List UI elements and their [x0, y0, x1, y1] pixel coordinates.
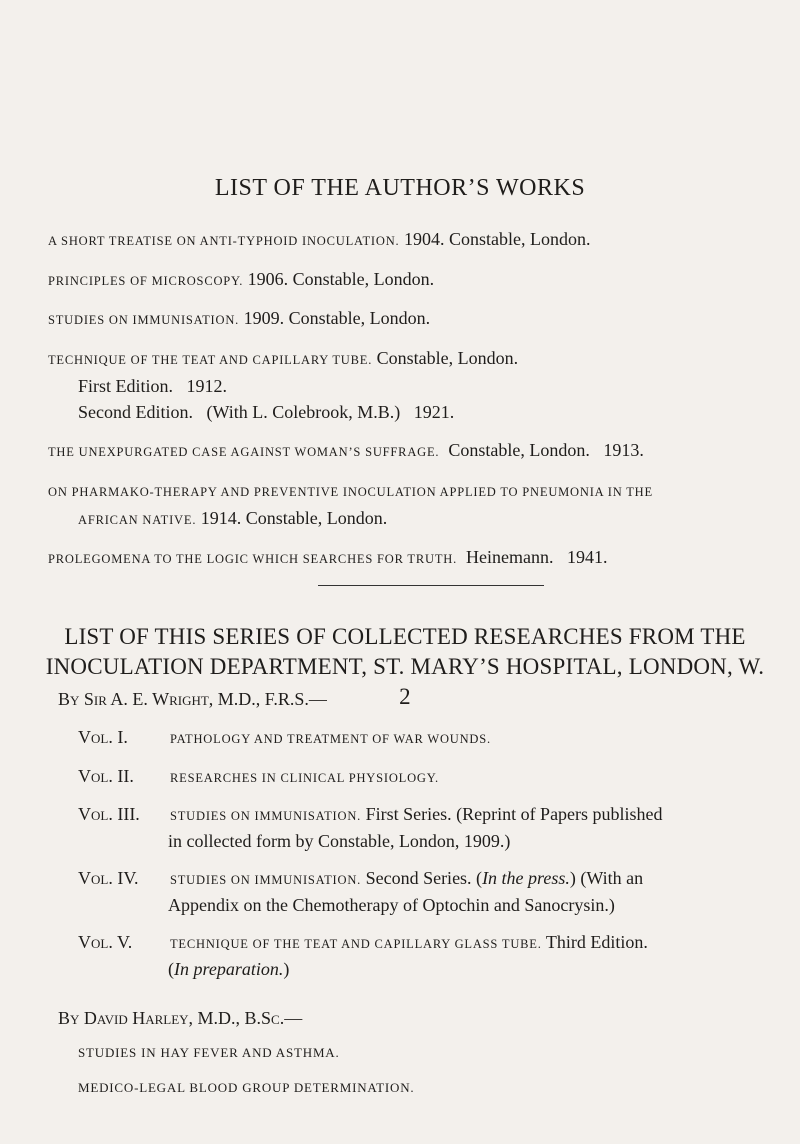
volume-entry [78, 764, 788, 791]
works-heading: LIST OF THE AUTHOR’S WORKS [214, 175, 586, 201]
volume-entry [78, 802, 788, 854]
work-detail: 1909. Constable, London. [243, 308, 431, 328]
volume-entry [78, 725, 788, 752]
work-detail: 1914. Constable, London. [200, 508, 388, 528]
work-subline: Second Edition. (With L. Colebrook, M.B.) 1921. [78, 402, 455, 422]
author-line: By Sir A. E. Wright, M.D., F.R.S.— [58, 689, 327, 709]
volume-number: Vol. III. [78, 804, 140, 824]
volume-number: Vol. II. [78, 766, 134, 786]
volume-entry [78, 930, 788, 982]
volume-title: STUDIES ON IMMUNISATION. [170, 809, 362, 823]
volume-number: Vol. V. [78, 932, 133, 952]
work-title: PROLEGOMENA TO THE LOGIC WHICH SEARCHES FOR TRUTH. [48, 552, 458, 566]
volume-note-cont: Appendix on the Chemotherapy of Optochin and Sanocrysin.) [168, 895, 615, 915]
work-title: A SHORT TREATISE ON ANTI-TYPHOID INOCULATION. [48, 234, 400, 248]
work-title: PRINCIPLES OF MICROSCOPY. [48, 274, 244, 288]
divider [318, 585, 544, 586]
harley-work: MEDICO-LEGAL BLOOD GROUP DETERMINATION. [78, 1080, 415, 1095]
volume-note-cont: (In preparation.) [168, 959, 290, 979]
volume-note: Third Edition. [545, 932, 648, 952]
volume-note: Second Series. (In the press.) (With an [365, 868, 644, 888]
work-detail: 1906. Constable, London. [247, 269, 435, 289]
work-title: TECHNIQUE OF THE TEAT AND CAPILLARY TUBE. [48, 353, 373, 367]
harley-work: STUDIES IN HAY FEVER AND ASTHMA. [78, 1045, 340, 1060]
author-line: By David Harley, M.D., B.Sc.— [58, 1008, 303, 1028]
work-title: STUDIES ON IMMUNISATION. [48, 313, 240, 327]
work-title-cont: AFRICAN NATIVE. [78, 513, 197, 527]
work-detail: Constable, London. [376, 348, 519, 368]
volume-title: TECHNIQUE OF THE TEAT AND CAPILLARY GLASS TUBE. [170, 937, 542, 951]
volume-entry [78, 866, 788, 918]
work-title: ON PHARMAKO-THERAPY AND PREVENTIVE INOCULATION APPLIED TO PNEUMONIA IN THE [48, 485, 653, 499]
work-entry [48, 477, 788, 533]
work-entry [48, 266, 788, 294]
work-entry [48, 305, 788, 333]
volume-note-cont: in collected form by Constable, London, 1909.) [168, 831, 511, 851]
work-detail: Heinemann. 1941. [466, 547, 608, 567]
volume-note: First Series. (Reprint of Papers published [365, 804, 663, 824]
work-detail: Constable, London. 1913. [448, 440, 644, 460]
work-entry [48, 437, 788, 465]
series-heading-line: LIST OF THIS SERIES OF COLLECTED RESEARCHES FROM THE [64, 624, 746, 649]
volume-title: RESEARCHES IN CLINICAL PHYSIOLOGY. [170, 771, 439, 785]
volume-number: Vol. I. [78, 727, 128, 747]
work-entry [48, 345, 788, 425]
volume-title: PATHOLOGY AND TREATMENT OF WAR WOUNDS. [170, 732, 491, 746]
work-entry [48, 226, 788, 254]
work-entry [48, 544, 788, 572]
work-title: THE UNEXPURGATED CASE AGAINST WOMAN’S SUFFRAGE. [48, 445, 440, 459]
volume-title: STUDIES ON IMMUNISATION. [170, 873, 362, 887]
work-detail: 1904. Constable, London. [403, 229, 591, 249]
volume-number: Vol. IV. [78, 868, 139, 888]
work-subline [48, 505, 788, 533]
work-subline: First Edition. 1912. [78, 376, 228, 396]
series-heading-line: INOCULATION DEPARTMENT, ST. MARY’S HOSPITAL, LONDON, W. 2 [45, 654, 765, 709]
